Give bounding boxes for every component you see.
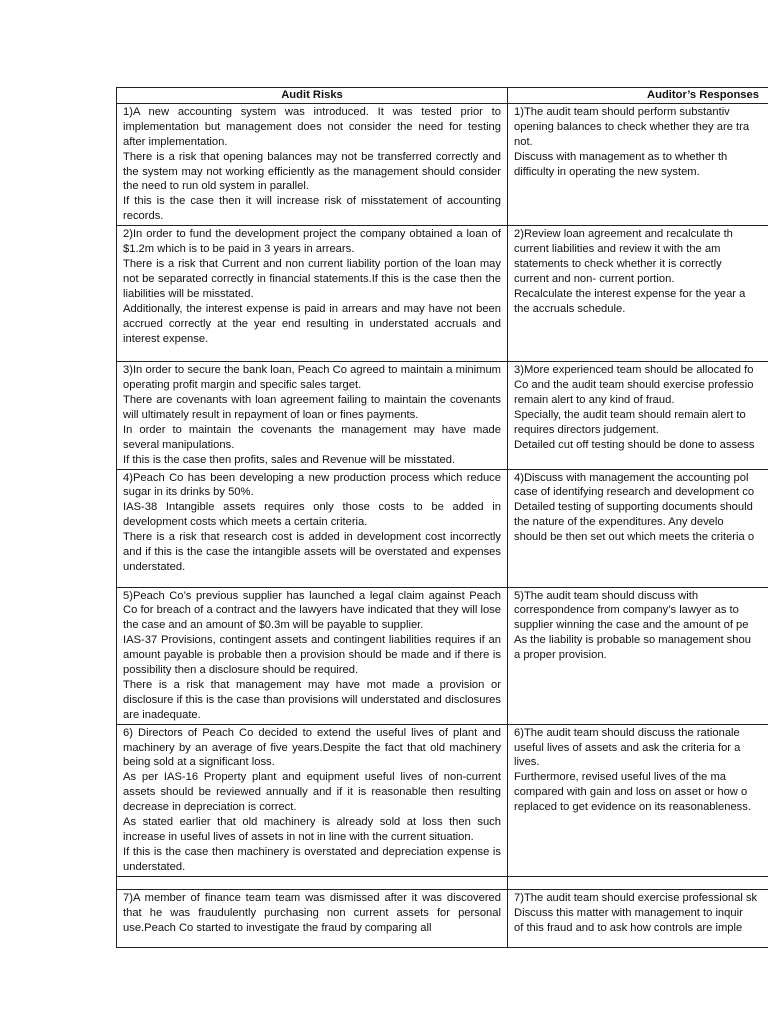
table-row (117, 226, 768, 362)
risk-cell-5 (117, 587, 508, 724)
response-3-line-5: requires directors judgement. (514, 423, 659, 436)
response-cell-1 (508, 103, 768, 225)
risk-cell-1 (117, 103, 508, 225)
response-4-line-5: should be then set out which meets the criteria o (514, 531, 755, 544)
response-cell-6 (508, 724, 768, 876)
risk-6-para-3: As stated earlier that old machinery is already sold at loss then such increase in useful lives of assets in not in line with the current situation. (123, 816, 501, 843)
risk-2-para-3: Additionally, the interest expense is paid in arrears and may have not been accrued correctly at the year end resulting in understated accruals and interest expense. (123, 302, 501, 345)
table-header-row (117, 88, 768, 104)
response-4-line-4: the nature of the expenditures. Any develo (514, 516, 724, 529)
table-row (117, 362, 768, 469)
response-cell-2 (508, 226, 768, 362)
table-row (117, 587, 768, 724)
risk-4-para-3: There is a risk that research cost is added in development cost incorrectly and if this is the case the intangible assets will be overstated and expenses understated. (123, 531, 501, 573)
response-7-line-1: 7)The audit team should exercise professional sk (514, 891, 758, 904)
risk-6-para-4: If this is the case then machinery is overstated and depreciation expense is understated. (123, 845, 501, 873)
response-5-line-5: a proper provision. (514, 649, 607, 662)
response-6-line-6: replaced to get evidence on its reasonableness. (514, 801, 751, 814)
response-3-line-2: Co and the audit team should exercise professio (514, 379, 754, 392)
response-2-line-5: Recalculate the interest expense for the year a (514, 287, 746, 300)
response-7-line-3: of this fraud and to ask how controls are imple (514, 921, 743, 934)
response-1-line-2: opening balances to check whether they are tra (514, 120, 750, 133)
risk-1-para-1: 1)A new accounting system was introduced. It was tested prior to implementation but management does not consider the need for testing after implementation. (123, 105, 501, 148)
response-1-line-3: not. (514, 135, 533, 148)
response-6-line-1: 6)The audit team should discuss the rationale (514, 726, 740, 739)
response-2-line-2: current liabilities and review it with the am (514, 243, 721, 256)
table-spacer-row (117, 876, 768, 889)
response-2-line-6: the accruals schedule. (514, 302, 626, 315)
risk-3-para-1: 3)In order to secure the bank loan, Peach Co agreed to maintain a minimum operating profit margin and specific sales target. (123, 364, 501, 392)
risk-cell-2 (117, 226, 508, 362)
auditors-responses-header (508, 88, 768, 104)
risk-2-para-2: There is a risk that Current and non current liability portion of the loan may not be separated correctly in financial statements.If this is the case then the liabilities will be misstated. (123, 257, 501, 300)
risk-3-para-2: There are covenants with loan agreement failing to maintain the covenants will ultimately result in repayment of loan or fines payments. (123, 393, 501, 421)
response-4-line-3: Detailed testing of supporting documents should (514, 501, 753, 514)
response-4-line-2: case of identifying research and development co (514, 486, 755, 499)
risk-1-para-3: If this is the case then it will increase risk of misstatement of accounting records. (123, 195, 501, 223)
response-5-line-4: As the liability is probable so management shou (514, 634, 751, 647)
response-6-line-5: compared with gain and loss on asset or how o (514, 786, 748, 799)
response-4-line-1: 4)Discuss with management the accounting pol (514, 471, 749, 484)
risk-5-para-2: IAS-37 Provisions, contingent assets and contingent liabilities requires if an amount payable is probable then a provision should be made and if there is possibility then a disclosure should be required. (123, 634, 501, 677)
audit-risks-header: Audit Risks (117, 88, 508, 104)
response-6-line-4: Furthermore, revised useful lives of the ma (514, 771, 727, 784)
response-cell-4 (508, 469, 768, 587)
risk-6-para-1: 6) Directors of Peach Co decided to extend the useful lives of plant and machinery by an average of five years.Despite the fact that old machinery being sold at a significant loss. (123, 726, 501, 769)
response-3-line-3: remain alert to any kind of fraud. (514, 393, 675, 406)
response-5-line-2: correspondence from company’s lawyer as to (514, 604, 739, 617)
risk-cell-3 (117, 362, 508, 469)
table-row (117, 889, 768, 947)
risk-1-para-2: There is a risk that opening balances may not be transferred correctly and the system may not working efficiently as the management should consider the need to run old system in parallel. (123, 150, 501, 193)
risk-4-para-2: IAS-38 Intangible assets requires only those costs to be added in development costs which meets a certain criteria. (123, 501, 501, 529)
response-1-line-1: 1)The audit team should perform substantiv (514, 105, 730, 118)
risk-4-para-1: 4)Peach Co has been developing a new production process which reduce sugar in its drinks by 50%. (123, 471, 501, 499)
risk-3-para-3: In order to maintain the covenants the management may have made several manipulations. (123, 423, 501, 451)
risk-cell-7 (117, 889, 508, 947)
risk-2-para-1: 2)In order to fund the development project the company obtained a loan of $1.2m which is to be paid in 3 years in arrears. (123, 228, 501, 256)
risk-3-para-4: If this is the case then profits, sales and Revenue will be misstated. (123, 453, 456, 466)
risk-7-para-1: 7)A member of finance team team was dismissed after it was discovered that he was fraudulently purchasing non current assets for personal use.Peach Co started to investigate the fraud by comparing all (123, 891, 501, 934)
response-5-line-3: supplier winning the case and the amount of pe (514, 619, 749, 632)
risk-cell-6 (117, 724, 508, 876)
response-6-line-2: useful lives of assets and ask the criteria for a (514, 741, 741, 754)
audit-risk-table (116, 87, 768, 948)
table-row (117, 724, 768, 876)
risk-6-para-2: As per IAS-16 Property plant and equipment useful lives of non-current assets should be reviewed annually and if it is reasonable then resulting decrease in depreciation is correct. (123, 771, 501, 814)
response-2-line-3: statements to check whether it is correctly (514, 257, 722, 270)
response-5-line-1: 5)The audit team should discuss with (514, 589, 699, 602)
response-2-line-4: current and non- current portion. (514, 272, 675, 285)
response-2-line-1: 2)Review loan agreement and recalculate th (514, 228, 733, 241)
response-cell-3 (508, 362, 768, 469)
table-row (117, 469, 768, 587)
response-3-line-4: Specially, the audit team should remain alert to (514, 408, 746, 421)
response-6-line-3: lives. (514, 756, 540, 769)
table-row (117, 103, 768, 225)
response-7-line-2: Discuss this matter with management to inquir (514, 906, 743, 919)
spacer-cell-right (508, 876, 768, 889)
response-3-line-6: Detailed cut off testing should be done to assess (514, 438, 755, 451)
auditors-responses-header-text: Auditor’s Responses (647, 89, 759, 101)
risk-cell-4 (117, 469, 508, 587)
risk-5-para-3: There is a risk that management may have mot made a provision or disclosure if this is the case than provisions will understated and disclosures are inadequate. (123, 678, 501, 721)
response-3-line-1: 3)More experienced team should be allocated fo (514, 364, 754, 377)
spacer-cell-left (117, 876, 508, 889)
response-1-line-5: difficulty in operating the new system. (514, 165, 700, 178)
risk-5-para-1: 5)Peach Co’s previous supplier has launched a legal claim against Peach Co for breach of a contract and the lawyers have indicated that they will lose the case and an amount of $0.3m will be payable to supplier. (123, 589, 501, 632)
response-cell-7 (508, 889, 768, 947)
response-1-line-4: Discuss with management as to whether th (514, 150, 728, 163)
response-cell-5 (508, 587, 768, 724)
